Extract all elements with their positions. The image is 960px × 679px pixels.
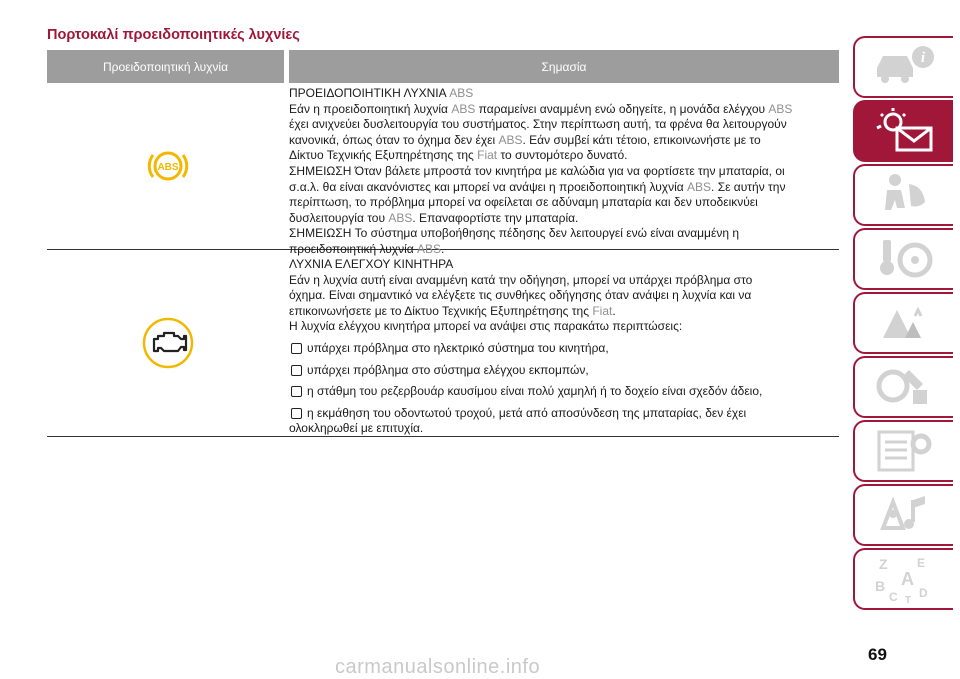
fiat-term: Fiat bbox=[477, 148, 498, 163]
text-line: Εάν η λυχνία αυτή είναι αναμμένη κατά την οδήγηση, μπορεί να υπάρχει πρόβλημα στο bbox=[289, 272, 753, 287]
text-segment: . Επαναφορτίστε την μπαταρία. bbox=[412, 210, 579, 225]
abs-term: ABS bbox=[449, 86, 474, 100]
multimedia-music-icon bbox=[869, 490, 939, 540]
text-segment: παραμείνει αναμμένη ενώ οδηγείτε, η μονάδα ελέγχου bbox=[475, 101, 769, 116]
text-segment: . Εάν συμβεί κάτι τέτοιο, επικοινωνήστε με το bbox=[522, 132, 761, 147]
page-number: 69 bbox=[868, 645, 887, 664]
list-item-text: η στάθμη του ρεζερβουάρ καυσίμου είναι πολύ χαμηλή ή το δοχείο είναι σχεδόν άδειο, bbox=[307, 384, 763, 399]
engine-description bbox=[289, 250, 839, 436]
seatbelt-airbag-icon bbox=[869, 170, 939, 220]
service-wrench-icon bbox=[869, 362, 939, 412]
text-segment: το συντομότερο δυνατό. bbox=[497, 148, 628, 163]
table-row bbox=[47, 250, 839, 437]
emergency-triangle-icon bbox=[869, 298, 939, 348]
text-line: όχημα. Είναι σημαντικό να ελέγξετε τις συνθήκες οδήγησης όταν ανάψει η λυχνία και να bbox=[289, 288, 752, 303]
list-item bbox=[289, 341, 839, 357]
warning-lights-table bbox=[47, 50, 839, 437]
header-warning-light: Προειδοποιητική λυχνία bbox=[102, 59, 229, 74]
abs-term: ABS bbox=[388, 210, 413, 225]
checkbox-bullet-icon bbox=[291, 408, 302, 419]
sidebar-tab-starting-driving[interactable] bbox=[853, 228, 953, 290]
key-steering-wheel-icon bbox=[869, 234, 939, 284]
svg-text:D: D bbox=[919, 586, 928, 600]
sidebar-tab-safety[interactable] bbox=[853, 164, 953, 226]
table-row bbox=[47, 83, 839, 256]
sidebar-tab-multimedia[interactable] bbox=[853, 484, 953, 546]
list-item bbox=[289, 406, 839, 422]
text-line: περίπτωση, το πρόβλημα μπορεί να οφείλεται σε αδύναμη μπαταρία και δεν υποδεικνύει bbox=[289, 195, 758, 210]
fiat-term: Fiat bbox=[592, 303, 613, 318]
list-item bbox=[289, 384, 839, 400]
sidebar-tab-technical-data[interactable] bbox=[853, 420, 953, 482]
text-line: έχει ανιχνεύει δυσλειτουργία του συστήματος. Στην περίπτωση αυτή, τα φρένα θα λειτουργούν bbox=[289, 117, 787, 132]
alphabet-index-icon bbox=[869, 553, 939, 605]
header-meaning: Σημασία bbox=[541, 59, 587, 74]
svg-text:i: i bbox=[920, 50, 926, 66]
text-segment: . Σε αυτήν την bbox=[711, 179, 786, 194]
svg-text:A: A bbox=[901, 569, 914, 589]
sidebar-tab-warning-lights[interactable] bbox=[853, 100, 953, 162]
list-item-continuation: ολοκληρωθεί με επιτυχία. bbox=[289, 421, 424, 436]
sidebar-tab-index[interactable] bbox=[853, 548, 953, 610]
abs-title: ΠΡΟΕΙΔΟΠΟΙΗΤΙΚΗ ΛΥΧΝΙΑ bbox=[289, 86, 450, 100]
list-item-text: η εκμάθηση του οδοντωτού τροχού, μετά από αποσύνδεση της bbox=[307, 405, 643, 420]
table-header bbox=[47, 50, 839, 83]
abs-term: ABS bbox=[687, 179, 712, 194]
abs-term: ABS bbox=[768, 101, 793, 116]
list-item-text: μπαταρίας, δεν έχει bbox=[642, 405, 747, 420]
list-item bbox=[289, 363, 839, 379]
car-info-icon bbox=[869, 43, 939, 91]
checkbox-bullet-icon bbox=[291, 365, 302, 376]
tech-data-gear-icon bbox=[869, 426, 939, 476]
list-item-text: υπάρχει πρόβλημα στο σύστημα ελέγχου εκπομπών, bbox=[307, 362, 589, 377]
engine-title: ΛΥΧΝΙΑ ΕΛΕΓΧΟΥ ΚΙΝΗΤΗΡΑ bbox=[289, 257, 454, 271]
text-line: ΣΗΜΕΙΩΣΗ Όταν βάλετε μπροστά τον κινητήρα με καλώδια για να φορτίσετε την μπαταρία, οι bbox=[289, 163, 785, 178]
checkbox-bullet-icon bbox=[291, 343, 302, 354]
svg-text:B: B bbox=[875, 578, 886, 594]
svg-text:C: C bbox=[889, 590, 898, 604]
section-title: Πορτοκαλί προειδοποιητικές λυχνίες bbox=[47, 27, 300, 43]
text-segment: Δίκτυο Τεχνικής Εξυπηρέτησης της bbox=[289, 148, 478, 163]
watermark: carmanualsonline.info bbox=[335, 656, 541, 678]
abs-warning-icon bbox=[47, 83, 289, 249]
warning-light-message-icon bbox=[869, 106, 939, 156]
text-segment: . bbox=[441, 241, 445, 256]
sidebar-tab-maintenance[interactable] bbox=[853, 356, 953, 418]
svg-text:Z: Z bbox=[879, 556, 888, 572]
text-segment: Εάν η προειδοποιητική λυχνία bbox=[289, 101, 452, 116]
sidebar-tab-vehicle-info[interactable] bbox=[853, 36, 953, 98]
text-segment: επικοινωνήσετε με το Δίκτυο Τεχνικής Εξυπηρέτησης της bbox=[289, 303, 593, 318]
abs-term: ABS bbox=[417, 241, 442, 256]
text-line: Η λυχνία ελέγχου κινητήρα μπορεί να ανάψει στις παρακάτω περιπτώσεις: bbox=[289, 319, 683, 334]
abs-term: ABS bbox=[451, 101, 476, 116]
text-segment: προειδοποιητική λυχνία bbox=[289, 241, 418, 256]
svg-text:T: T bbox=[905, 595, 912, 605]
sidebar-tab-emergency[interactable] bbox=[853, 292, 953, 354]
text-line: ΣΗΜΕΙΩΣΗ Το σύστημα υποβοήθησης πέδησης δεν λειτουργεί ενώ είναι αναμμένη η bbox=[289, 226, 740, 241]
abs-icon-label: ABS bbox=[157, 162, 179, 173]
list-item-text: υπάρχει πρόβλημα στο ηλεκτρικό σύστημα του κινητήρα, bbox=[307, 340, 609, 355]
text-segment: κανονικά, όπως όταν το όχημα δεν έχει bbox=[289, 132, 499, 147]
svg-text:E: E bbox=[917, 556, 926, 570]
text-segment: δυσλειτουργία του bbox=[289, 210, 389, 225]
abs-description bbox=[289, 83, 839, 256]
checkbox-bullet-icon bbox=[291, 386, 302, 397]
text-segment: . bbox=[612, 303, 616, 318]
engine-check-icon bbox=[47, 250, 289, 436]
abs-term: ABS bbox=[498, 132, 523, 147]
text-segment: σ.α.λ. θα είναι ακανόνιστες και μπορεί να ανάψει η προειδοποιητική λυχνία bbox=[289, 179, 688, 194]
